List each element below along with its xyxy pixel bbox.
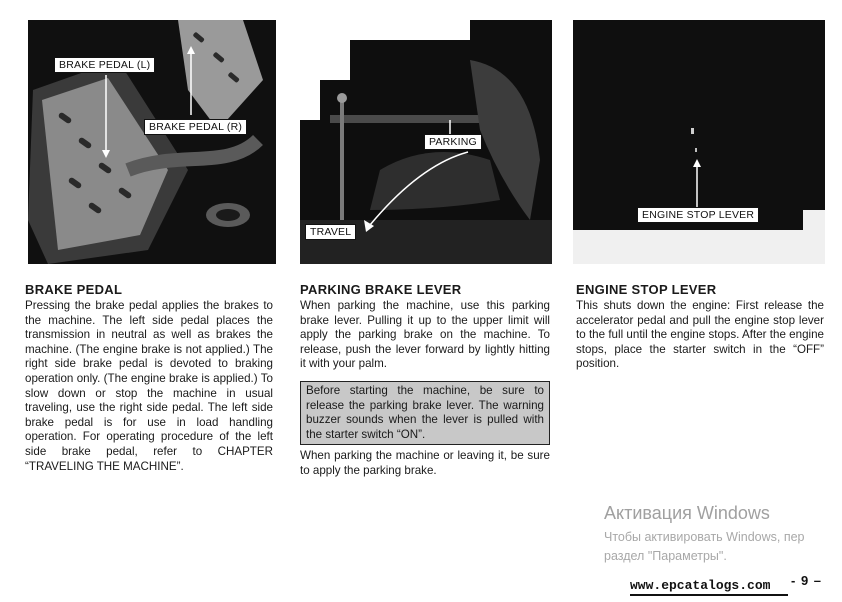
windows-activation-line-1: Чтобы активировать Windows, пер bbox=[604, 530, 805, 544]
brake-pedal-right-label: BRAKE PEDAL (R) bbox=[144, 119, 247, 135]
engine-stop-illustration bbox=[573, 20, 825, 264]
brake-pedal-section bbox=[25, 282, 273, 474]
parking-label: PARKING bbox=[424, 134, 482, 150]
engine-stop-heading: ENGINE STOP LEVER bbox=[576, 282, 717, 297]
brake-pedal-left-label: BRAKE PEDAL (L) bbox=[54, 57, 155, 73]
windows-activation-title: Активация Windows bbox=[604, 503, 770, 523]
parking-brake-heading: PARKING BRAKE LEVER bbox=[300, 282, 462, 297]
parking-brake-photo bbox=[300, 20, 552, 264]
footer-rule bbox=[630, 594, 788, 596]
travel-label: TRAVEL bbox=[305, 224, 356, 240]
engine-stop-photo bbox=[573, 20, 825, 264]
site-url[interactable]: www.epcatalogs.com bbox=[630, 578, 771, 593]
brake-pedal-photo bbox=[28, 20, 276, 264]
windows-activation-line-2: раздел "Параметры". bbox=[604, 549, 727, 563]
engine-stop-section bbox=[576, 282, 824, 372]
brake-pedal-heading: BRAKE PEDAL bbox=[25, 282, 123, 297]
page-number: - 9 – bbox=[791, 573, 823, 588]
engine-stop-lever-label: ENGINE STOP LEVER bbox=[637, 207, 759, 223]
parking-brake-warning: Before starting the machine, be sure to release the parking brake lever. The warning buzzer sounds when the lever is pulled with the starter switch “ON”. bbox=[300, 381, 550, 445]
engine-stop-text: This shuts down the engine: First release the accelerator pedal and pull the engine stop lever to the full until the engine stops. After the engine stops, place the starter switch in the “OFF” position. bbox=[576, 299, 824, 371]
parking-brake-reminder: When parking the machine or leaving it, be sure to apply the parking brake. bbox=[300, 449, 550, 477]
parking-brake-text: When parking the machine, use this parking brake lever. Pulling it up to the upper limit will apply the parking brake on the machine. To release, push the lever forward by lightly hitting it with your palm. bbox=[300, 299, 550, 371]
brake-pedal-text: Pressing the brake pedal applies the brakes to the machine. The left side pedal places the transmission in neutral as well as brakes the machine. (The engine brake is not applied.) The right side brake pedal is devoted to braking operation only. (The engine brake is applied.) To slow down or stop the machine in usual traveling, use the right side pedal. The left side brake pedal is for use in load handling operation. For operating procedure of the left side brake pedal, refer to CHAPTER “TRAVELING THE MACHINE”. bbox=[25, 299, 273, 473]
parking-brake-section bbox=[300, 282, 550, 479]
